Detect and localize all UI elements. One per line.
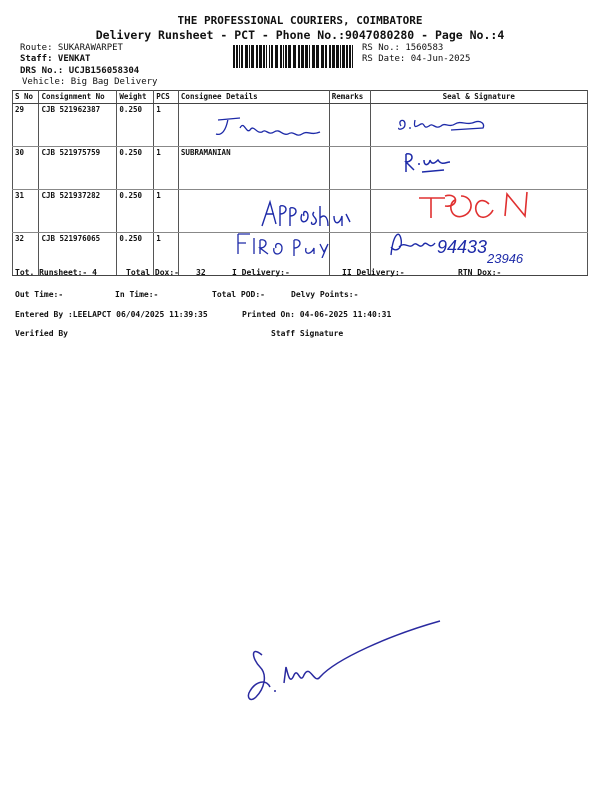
- cell-pcs: 1: [154, 233, 179, 276]
- row32-seal-signature: [385, 225, 565, 265]
- barcode-bar: [280, 45, 282, 68]
- svg-text:94433: 94433: [437, 237, 488, 257]
- barcode-bar: [241, 45, 243, 68]
- row31-red-seal: [415, 186, 560, 226]
- col-remarks: Remarks: [329, 91, 370, 104]
- cell-sno: 30: [13, 147, 39, 190]
- barcode-bar: [293, 45, 296, 68]
- runsheet-subtitle: Delivery Runsheet - PCT - Phone No.:9047080280 - Page No.:4: [95, 28, 505, 42]
- total-dox-value: 32: [196, 268, 206, 277]
- cell-weight: 0.250: [117, 233, 154, 276]
- barcode-bar: [275, 45, 278, 68]
- i-delivery: I Delivery:-: [232, 268, 290, 277]
- barcode-bar: [346, 45, 348, 68]
- table-row: [13, 147, 588, 190]
- cell-consignment: CJB 521937282: [39, 190, 117, 233]
- verified-by: Verified By: [15, 329, 68, 338]
- cell-consignment: CJB 521975759: [39, 147, 117, 190]
- barcode-bar: [301, 45, 304, 68]
- row30-seal-signature: [400, 148, 460, 180]
- barcode-bar: [309, 45, 310, 68]
- barcode-bar: [316, 45, 319, 68]
- barcode-bar: [325, 45, 327, 68]
- cell-weight: 0.250: [117, 104, 154, 147]
- barcode-bar: [259, 45, 262, 68]
- col-consignee: Consignee Details: [178, 91, 329, 104]
- col-sno: S No: [13, 91, 39, 104]
- barcode-bar: [321, 45, 324, 68]
- rs-date: RS Date: 04-Jun-2025: [362, 54, 471, 64]
- barcode-bar: [285, 45, 287, 68]
- out-time: Out Time:-: [15, 290, 64, 299]
- cell-remarks: [329, 147, 370, 190]
- row29-seal-signature: [395, 112, 495, 138]
- barcode-bar: [266, 45, 267, 68]
- cell-sno: 29: [13, 104, 39, 147]
- table-header-row: [13, 91, 588, 104]
- barcode-bar: [349, 45, 351, 68]
- barcode-bar: [342, 45, 345, 68]
- barcode-bar: [236, 45, 238, 68]
- printed-on: Printed On: 04-06-2025 11:40:31: [242, 310, 392, 319]
- barcode-bar: [332, 45, 335, 68]
- cell-consignee: SUBRAMANIAN: [178, 147, 329, 190]
- col-consignment: Consignment No: [39, 91, 117, 104]
- total-pod: Total POD:-: [212, 290, 265, 299]
- route: Route: SUKARAWARPET: [20, 43, 123, 53]
- in-time: In Time:-: [115, 290, 159, 299]
- cell-weight: 0.250: [117, 190, 154, 233]
- row31-handwritten-name: [258, 196, 358, 232]
- row29-handwritten-signature: [210, 110, 340, 142]
- barcode-bar: [251, 45, 254, 68]
- col-pcs: PCS: [154, 91, 179, 104]
- col-seal-signature: Seal & Signature: [370, 91, 588, 104]
- rs-number: RS No.: 1560583: [362, 43, 444, 53]
- col-weight: Weight: [117, 91, 154, 104]
- ii-delivery: II Delivery:-: [342, 268, 405, 277]
- staff-signature-scrawl: [240, 615, 450, 715]
- svg-text:23946: 23946: [487, 251, 524, 265]
- barcode-bar: [271, 45, 273, 68]
- cell-consignment: CJB 521976065: [39, 233, 117, 276]
- barcode-bar: [283, 45, 284, 68]
- barcode-bar: [269, 45, 270, 68]
- staff-signature-label: Staff Signature: [271, 329, 344, 338]
- barcode-bar: [263, 45, 265, 68]
- vehicle: Vehicle: Big Bag Delivery: [22, 77, 158, 87]
- total-dox-label: Total Dox:-: [126, 268, 179, 277]
- barcode-bar: [256, 45, 258, 68]
- barcode-bar: [245, 45, 248, 68]
- cell-sno: 32: [13, 233, 39, 276]
- cell-pcs: 1: [154, 147, 179, 190]
- barcode-bar: [239, 45, 240, 68]
- barcode-bar: [336, 45, 339, 68]
- barcode-bar: [312, 45, 315, 68]
- barcode-bar: [288, 45, 291, 68]
- barcode-bar: [340, 45, 341, 68]
- tot-runsheet: Tot. Runsheet:- 4: [15, 268, 97, 277]
- rtn-dox: RTN Dox:-: [458, 268, 502, 277]
- cell-sno: 31: [13, 190, 39, 233]
- cell-consignment: CJB 521962387: [39, 104, 117, 147]
- barcode-bar: [249, 45, 250, 68]
- entered-by: Entered By :LEELAPCT 06/04/2025 11:39:35: [15, 310, 208, 319]
- barcode-bar: [329, 45, 331, 68]
- barcode-bar: [305, 45, 308, 68]
- barcode-bar: [298, 45, 300, 68]
- cell-weight: 0.250: [117, 147, 154, 190]
- row32-handwritten-name: [232, 228, 332, 258]
- cell-pcs: 1: [154, 104, 179, 147]
- drs-number: DRS No.: UCJB156058304: [20, 66, 140, 76]
- barcode: [232, 45, 356, 68]
- staff: Staff: VENKAT: [20, 54, 91, 64]
- delvy-points: Delvy Points:-: [291, 290, 359, 299]
- company-title: THE PROFESSIONAL COURIERS, COIMBATORE: [177, 14, 423, 27]
- cell-pcs: 1: [154, 190, 179, 233]
- barcode-bar: [233, 45, 235, 68]
- barcode-bar: [352, 45, 353, 68]
